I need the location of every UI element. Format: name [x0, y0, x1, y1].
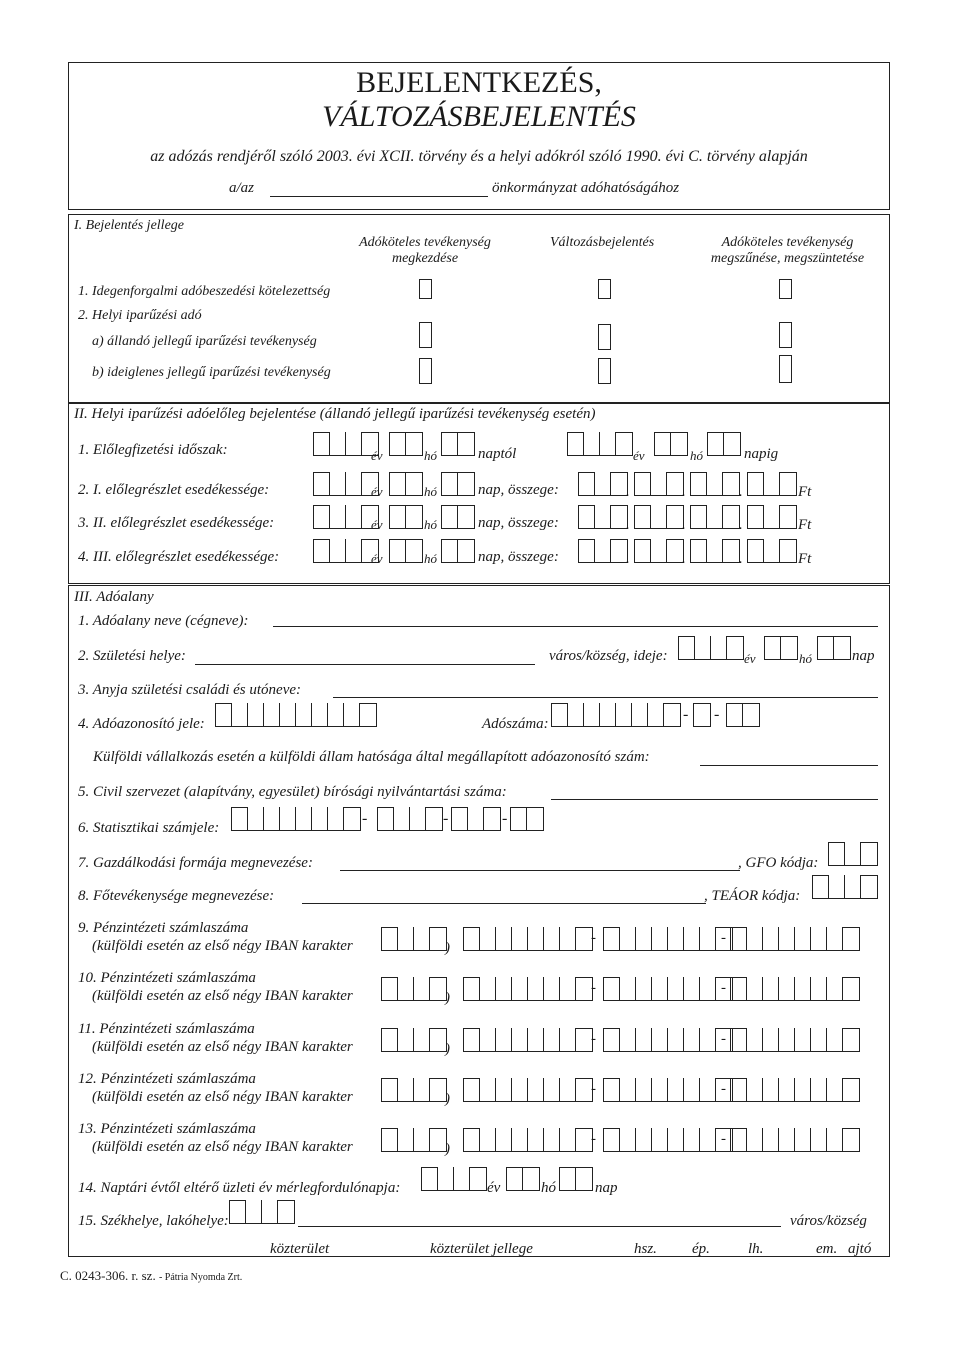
main-activity-field[interactable]: [302, 903, 706, 904]
form-title: [68, 66, 890, 134]
dash: -: [591, 980, 596, 996]
ho-label: hó: [424, 484, 437, 499]
floor-field[interactable]: [778, 1256, 814, 1257]
street-field[interactable]: [112, 1256, 262, 1257]
birth-ho: hó: [799, 651, 812, 666]
bank-account-11-iban-boxes[interactable]: [381, 1028, 447, 1052]
thousands-dot: .: [626, 551, 630, 567]
bank-account-10-iban-note: (külföldi esetén az első négy IBAN karakter: [92, 988, 353, 1004]
tax-id-boxes[interactable]: [215, 703, 377, 727]
thousands-dot: .: [739, 517, 743, 533]
advance-1-label: 2. I. előlegrészlet esedékessége:: [78, 482, 270, 498]
bank-account-12-iban-note: (külföldi esetén az első négy IBAN karakter: [92, 1089, 353, 1105]
period-to-day-boxes[interactable]: [707, 432, 741, 456]
ho-label: hó: [424, 448, 437, 463]
section-1-col-change: Változásbejelentés: [550, 235, 655, 250]
napig-label: napig: [744, 446, 779, 462]
form-code-number: C. 0243-306. r. sz.: [60, 1268, 156, 1283]
bank-account-9-group3[interactable]: [730, 927, 860, 951]
bank-account-13-label: 13. Pénzintézeti számlaszáma: [78, 1121, 256, 1137]
legal-form-field[interactable]: [340, 870, 740, 871]
seat-city-label: város/község: [790, 1213, 867, 1229]
bank-account-10-group3[interactable]: [730, 977, 860, 1001]
amount-label: nap, összege:: [478, 549, 559, 565]
seat-zip-boxes[interactable]: [229, 1200, 295, 1224]
bank-account-12-paren: ): [445, 1091, 450, 1107]
dash: -: [714, 706, 720, 723]
bank-account-13-group1[interactable]: [463, 1128, 593, 1152]
birth-ev: év: [744, 651, 756, 666]
bank-account-11-group3[interactable]: [730, 1028, 860, 1052]
staircase-field[interactable]: [720, 1256, 744, 1257]
dash: -: [591, 930, 596, 946]
tax-number-main-boxes[interactable]: [551, 703, 681, 727]
legal-form-label: 7. Gazdálkodási formája megnevezése:: [78, 855, 313, 871]
checkbox-temporary-start[interactable]: [419, 358, 432, 384]
dash: -: [591, 1031, 596, 1047]
advance-1-month-boxes[interactable]: [389, 472, 423, 496]
mother-name-label: 3. Anyja születési családi és utóneve:: [78, 682, 302, 698]
currency-ft: Ft: [798, 517, 812, 533]
authority-name-field[interactable]: [270, 196, 488, 197]
fiscal-year-label: 14. Naptári évtől eltérő üzleti év mérlegfordulónapja:: [78, 1180, 401, 1196]
bank-account-10-iban-boxes[interactable]: [381, 977, 447, 1001]
section-3-title: III. Adóalany: [74, 589, 154, 605]
building-label: ép.: [692, 1241, 710, 1257]
bank-account-12-group3[interactable]: [730, 1078, 860, 1102]
bank-account-9-group2[interactable]: [603, 927, 733, 951]
col-end-line2: megszűnése, megszüntetése: [710, 251, 865, 266]
row-business-tax-temporary: b) ideiglenes jellegű iparűzési tevékenység: [92, 365, 331, 380]
advance-2-year-boxes[interactable]: [313, 505, 379, 529]
bank-account-13-paren: ): [445, 1141, 450, 1157]
birthdate-label: város/község, ideje:: [549, 648, 668, 664]
bank-account-12-group1[interactable]: [463, 1078, 593, 1102]
advance-1-year-boxes[interactable]: [313, 472, 379, 496]
foreign-tax-id-field[interactable]: [700, 765, 878, 766]
form-subtitle: az adózás rendjéről szóló 2003. évi XCII. törvény és a helyi adókról szóló 1990. évi C. törvény alapján: [150, 148, 808, 165]
checkbox-permanent-end[interactable]: [779, 322, 792, 348]
bank-account-13-iban-note: (külföldi esetén az első négy IBAN karakter: [92, 1139, 353, 1155]
tax-number-county-boxes[interactable]: [726, 703, 760, 727]
tax-number-code-box[interactable]: [693, 703, 711, 727]
dash: -: [502, 810, 508, 827]
civil-org-label: 5. Civil szervezet (alapítvány, egyesület) bírósági nyilvántartási száma:: [78, 784, 507, 800]
form-code: [60, 1268, 242, 1284]
checkbox-permanent-change[interactable]: [598, 324, 611, 350]
period-from-month-boxes[interactable]: [389, 432, 423, 456]
checkbox-temporary-change[interactable]: [598, 358, 611, 384]
stat-code-group1[interactable]: [231, 807, 361, 831]
checkbox-tourism-start[interactable]: [419, 279, 432, 299]
bank-account-13-group2[interactable]: [603, 1128, 733, 1152]
section-1-title: I. Bejelentés jellege: [74, 218, 184, 233]
birthplace-label: 2. Születési helye:: [78, 648, 186, 664]
printer-name: - Pátria Nyomda Zrt.: [158, 1272, 243, 1283]
street-type-field[interactable]: [340, 1256, 425, 1257]
advance-2-label: 3. II. előlegrészlet esedékessége:: [78, 515, 275, 531]
birthplace-field[interactable]: [195, 664, 535, 665]
dash: -: [721, 930, 726, 946]
birth-nap: nap: [852, 648, 875, 664]
fiscal-nap: nap: [595, 1180, 618, 1196]
ho-label: hó: [424, 551, 437, 566]
fiscal-month-boxes[interactable]: [506, 1167, 540, 1191]
ho-label: hó: [690, 448, 703, 463]
title-line-1: BEJELENTKEZÉS,: [356, 66, 602, 99]
gfo-code-label: , GFO kódja:: [738, 855, 819, 871]
teaor-code-boxes[interactable]: [812, 875, 878, 899]
stat-code-group3[interactable]: [451, 807, 501, 831]
amount-label: nap, összege:: [478, 515, 559, 531]
stat-code-label: 6. Statisztikai számjele:: [78, 820, 220, 836]
advance-2-amount-group3[interactable]: [690, 505, 740, 529]
fiscal-year-boxes[interactable]: [421, 1167, 487, 1191]
checkbox-tourism-change[interactable]: [598, 279, 611, 299]
taxpayer-name-label: 1. Adóalany neve (cégneve):: [78, 613, 249, 629]
dash: -: [683, 706, 689, 723]
row-tourism-tax: 1. Idegenforgalmi adóbeszedési kötelezettség: [78, 284, 331, 299]
advance-3-amount-group2[interactable]: [634, 539, 684, 563]
dash: -: [721, 1131, 726, 1147]
dash: -: [591, 1131, 596, 1147]
bank-account-11-paren: ): [445, 1041, 450, 1057]
ev-label: év: [633, 448, 645, 463]
checkbox-temporary-end[interactable]: [779, 355, 792, 383]
authority-suffix: önkormányzat adóhatóságához: [492, 180, 680, 196]
col-start-line2: megkezdése: [391, 251, 459, 266]
advance-2-amount-group4[interactable]: [747, 505, 797, 529]
period-to-year-boxes[interactable]: [567, 432, 633, 456]
bank-account-13-iban-boxes[interactable]: [381, 1128, 447, 1152]
section-2-title: II. Helyi iparűzési adóelőleg bejelentése (állandó jellegű iparűzési tevékenység esetén): [74, 406, 596, 422]
col-start-line1: Adóköteles tevékenység: [359, 235, 491, 250]
mother-name-field[interactable]: [333, 697, 878, 698]
bank-account-10-group1[interactable]: [463, 977, 593, 1001]
section-1-col-start: [345, 235, 505, 267]
teaor-code-label: , TEÁOR kódja:: [704, 888, 801, 904]
title-line-2: VÁLTOZÁSBEJELENTÉS: [322, 100, 636, 133]
tax-id-label: 4. Adóazonosító jele:: [78, 716, 205, 732]
advance-1-amount-group4[interactable]: [747, 472, 797, 496]
floor-label: em.: [816, 1241, 838, 1257]
bank-account-9-iban-note: (külföldi esetén az első négy IBAN karakter: [92, 938, 353, 954]
tax-number-label: Adószáma:: [482, 716, 549, 732]
dash: -: [591, 1081, 596, 1097]
street-label: közterület: [270, 1241, 330, 1257]
house-number-label: hsz.: [634, 1241, 657, 1257]
advance-1-amount-group1[interactable]: [578, 472, 628, 496]
thousands-dot: .: [626, 517, 630, 533]
foreign-tax-id-label: Külföldi vállalkozás esetén a külföldi állam hatósága által megállapított adóazonosító szám:: [93, 749, 650, 765]
fiscal-ho: hó: [541, 1180, 556, 1196]
gfo-code-boxes[interactable]: [828, 842, 878, 866]
main-activity-label: 8. Főtevékenysége megnevezése:: [78, 888, 275, 904]
fiscal-day-boxes[interactable]: [559, 1167, 593, 1191]
row-business-tax: 2. Helyi iparűzési adó: [78, 308, 202, 323]
advance-2-amount-group2[interactable]: [634, 505, 684, 529]
thousands-dot: .: [682, 484, 686, 500]
bank-account-12-label: 12. Pénzintézeti számlaszáma: [78, 1071, 256, 1087]
house-number-field[interactable]: [546, 1256, 632, 1257]
bank-account-10-group2[interactable]: [603, 977, 733, 1001]
bank-account-11-iban-note: (külföldi esetén az első négy IBAN karakter: [92, 1039, 353, 1055]
door-label: ajtó: [848, 1241, 872, 1257]
birth-month-boxes[interactable]: [764, 636, 798, 660]
naptol-label: naptól: [478, 446, 517, 462]
advance-3-day-boxes[interactable]: [441, 539, 475, 563]
currency-ft: Ft: [798, 484, 812, 500]
seat-label: 15. Székhelye, lakóhelye:: [78, 1213, 229, 1229]
taxpayer-name-field[interactable]: [273, 626, 878, 627]
dash: -: [443, 810, 449, 827]
birth-year-boxes[interactable]: [678, 636, 744, 660]
col-end-line1: Adóköteles tevékenység: [721, 235, 854, 250]
birth-day-boxes[interactable]: [817, 636, 851, 660]
seat-city-field[interactable]: [298, 1226, 781, 1227]
advance-3-amount-group4[interactable]: [747, 539, 797, 563]
bank-account-9-group1[interactable]: [463, 927, 593, 951]
period-from-year-boxes[interactable]: [313, 432, 379, 456]
advance-1-amount-group3[interactable]: [690, 472, 740, 496]
amount-label: nap, összege:: [478, 482, 559, 498]
ev-label: év: [371, 484, 383, 499]
stat-code-group4[interactable]: [510, 807, 544, 831]
thousands-dot: .: [682, 517, 686, 533]
bank-account-9-label: 9. Pénzintézeti számlaszáma: [78, 920, 249, 936]
dash: -: [721, 1081, 726, 1097]
currency-ft: Ft: [798, 551, 812, 567]
thousands-dot: .: [739, 484, 743, 500]
ev-label: év: [371, 517, 383, 532]
ho-label: hó: [424, 517, 437, 532]
thousands-dot: .: [682, 551, 686, 567]
advance-3-year-boxes[interactable]: [313, 539, 379, 563]
section-1-col-end: [690, 235, 885, 267]
bank-account-9-iban-boxes[interactable]: [381, 927, 447, 951]
row-business-tax-permanent: a) állandó jellegű iparűzési tevékenység: [92, 334, 317, 349]
period-to-month-boxes[interactable]: [654, 432, 688, 456]
period-from-day-boxes[interactable]: [441, 432, 475, 456]
stat-code-group2[interactable]: [377, 807, 443, 831]
civil-org-field[interactable]: [551, 799, 878, 800]
advance-3-amount-group3[interactable]: [690, 539, 740, 563]
advance-period-label: 1. Előlegfizetési időszak:: [78, 442, 228, 458]
ev-label: év: [371, 551, 383, 566]
thousands-dot: .: [739, 551, 743, 567]
bank-account-12-group2[interactable]: [603, 1078, 733, 1102]
bank-account-11-label: 11. Pénzintézeti számlaszáma: [78, 1021, 255, 1037]
dash: -: [362, 810, 368, 827]
authority-prefix: a/az: [229, 180, 255, 196]
staircase-label: lh.: [748, 1241, 764, 1257]
advance-3-month-boxes[interactable]: [389, 539, 423, 563]
bank-account-10-paren: ): [445, 990, 450, 1006]
advance-2-amount-group1[interactable]: [578, 505, 628, 529]
advance-2-month-boxes[interactable]: [389, 505, 423, 529]
bank-account-11-group2[interactable]: [603, 1028, 733, 1052]
bank-account-10-label: 10. Pénzintézeti számlaszáma: [78, 970, 256, 986]
advance-1-day-boxes[interactable]: [441, 472, 475, 496]
street-type-label: közterület jellege: [430, 1241, 533, 1257]
bank-account-12-iban-boxes[interactable]: [381, 1078, 447, 1102]
building-field[interactable]: [664, 1256, 688, 1257]
advance-2-day-boxes[interactable]: [441, 505, 475, 529]
ev-label: év: [371, 448, 383, 463]
dash: -: [721, 980, 726, 996]
bank-account-9-paren: ): [445, 940, 450, 956]
fiscal-ev: év: [487, 1180, 501, 1196]
checkbox-permanent-start[interactable]: [419, 322, 432, 348]
advance-3-amount-group1[interactable]: [578, 539, 628, 563]
advance-1-amount-group2[interactable]: [634, 472, 684, 496]
checkbox-tourism-end[interactable]: [779, 279, 792, 299]
advance-3-label: 4. III. előlegrészlet esedékessége:: [78, 549, 280, 565]
thousands-dot: .: [626, 484, 630, 500]
dash: -: [721, 1031, 726, 1047]
bank-account-11-group1[interactable]: [463, 1028, 593, 1052]
bank-account-13-group3[interactable]: [730, 1128, 860, 1152]
